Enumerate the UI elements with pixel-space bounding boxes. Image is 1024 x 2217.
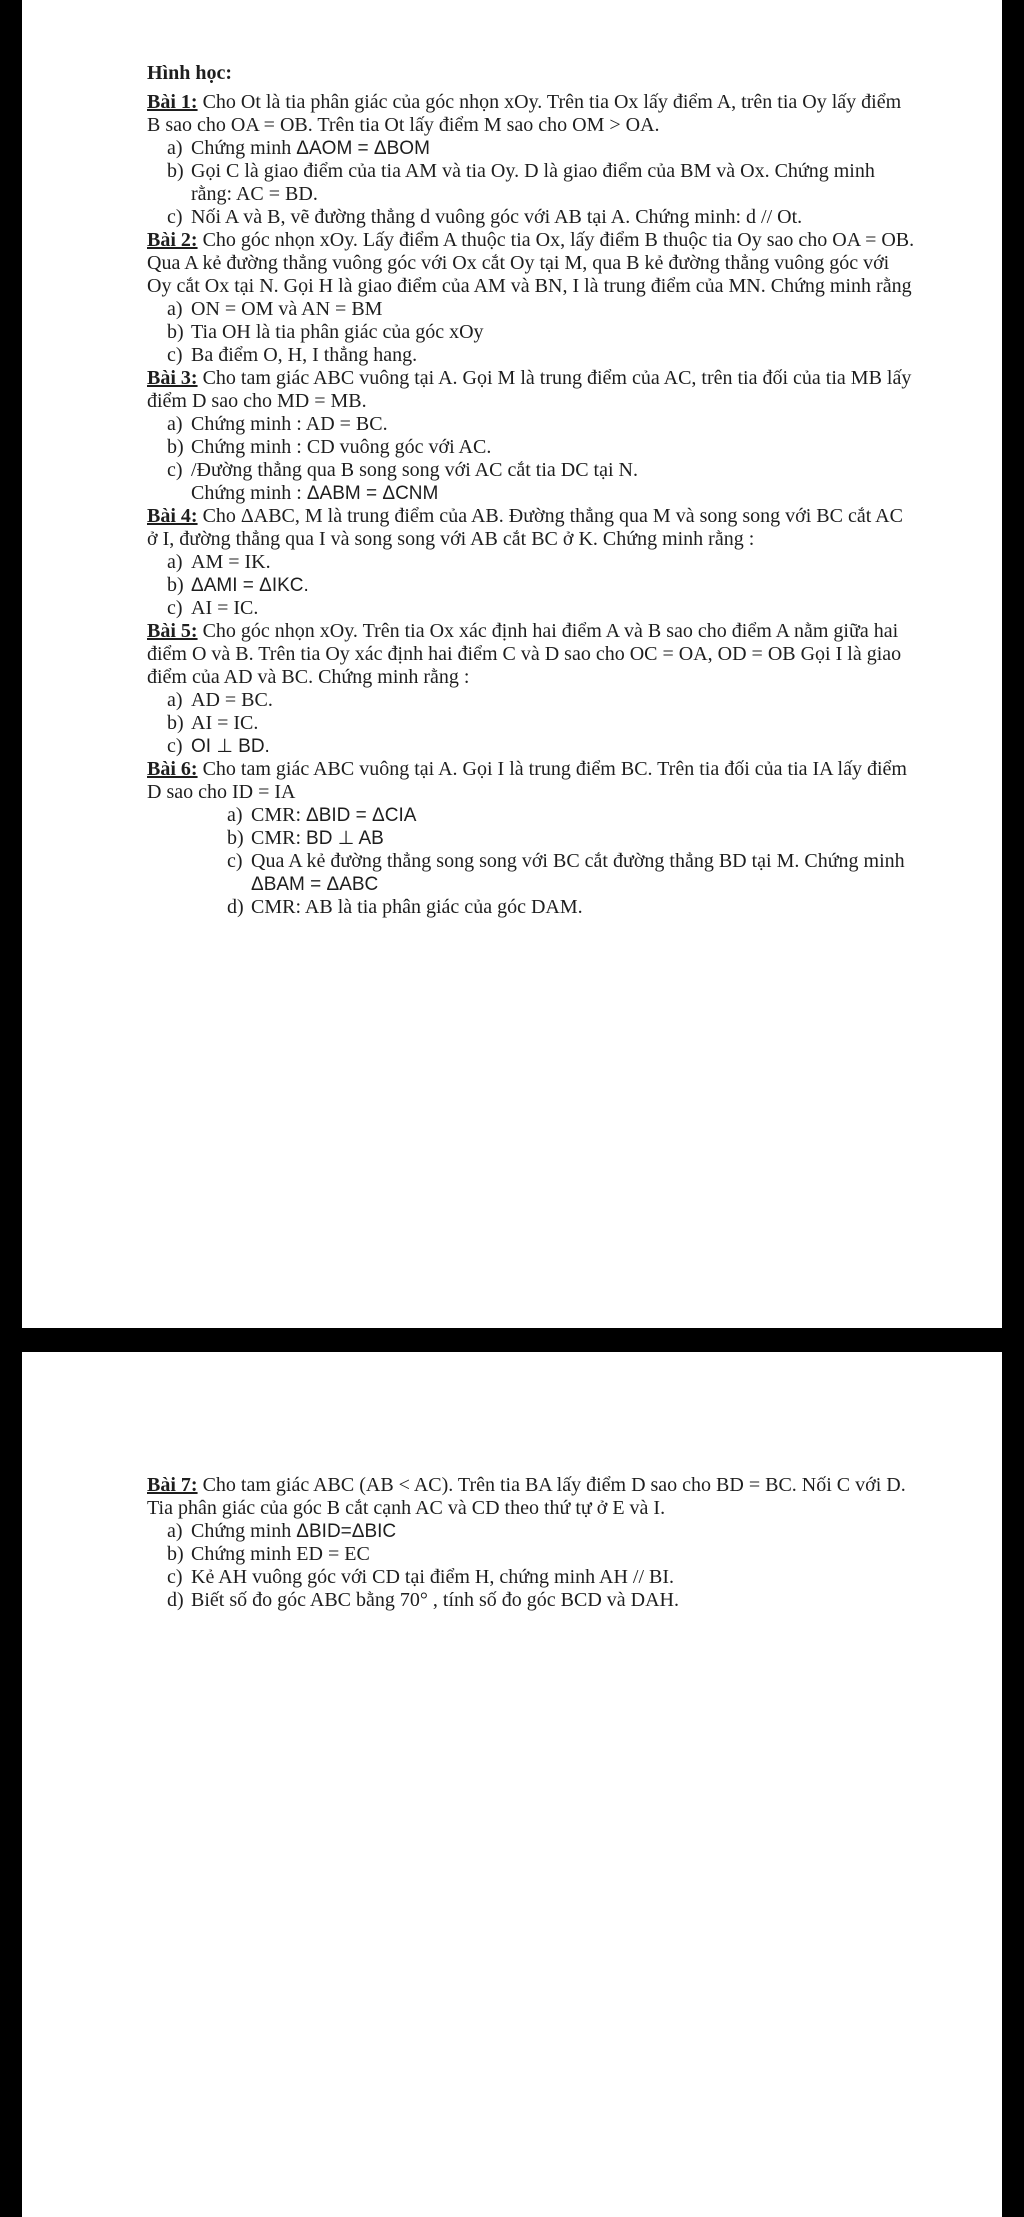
problem-4-intro: Cho ΔABC, M là trung điểm của AB. Đường thẳng qua M và song song với BC cắt AC ở I, đường thẳng qua I và song song với AB cắt BC ở K. Chứng minh rằng : (147, 505, 903, 550)
problem-4-statement (147, 505, 917, 551)
section-heading: Hình học: (147, 62, 233, 84)
item-text: AD = BC. (191, 689, 273, 711)
problem-4-title: Bài 4: (147, 505, 198, 527)
problem-3 (147, 367, 917, 505)
problem-1-item-a (167, 137, 917, 160)
item-label: b) (167, 712, 184, 734)
problem-5-item-b (167, 712, 917, 735)
item-text: Nối A và B, vẽ đường thẳng d vuông góc với AB tại A. Chứng minh: d // Ot. (191, 206, 803, 228)
item-label: c) (167, 597, 183, 619)
item-text: AI = IC. (191, 597, 259, 619)
item-label: b) (167, 1543, 184, 1565)
problem-2-title: Bài 2: (147, 229, 198, 251)
item-label: d) (227, 896, 244, 918)
item-text: Ba điểm O, H, I thẳng hang. (191, 344, 418, 366)
problem-6 (147, 758, 917, 919)
item-text: Chứng minh : AD = BC. (191, 413, 388, 435)
problem-2-item-b (167, 321, 917, 344)
item-text: Kẻ AH vuông góc với CD tại điểm H, chứng minh AH // BI. (191, 1566, 675, 1588)
problem-6-item-b (227, 827, 917, 850)
item-label: a) (167, 298, 183, 320)
item-text: Biết số đo góc ABC bằng 70° , tính số đo góc BCD và DAH. (191, 1589, 679, 1611)
item-label: b) (167, 574, 184, 596)
problem-2-statement (147, 229, 917, 298)
item-label: a) (167, 689, 183, 711)
problem-2-item-a (167, 298, 917, 321)
problem-5-item-c (167, 735, 917, 758)
problem-1-item-c (167, 206, 917, 229)
item-label: c) (167, 459, 183, 481)
item-label: c) (167, 344, 183, 366)
document-page-1 (22, 0, 1002, 1328)
problem-6-item-a (227, 804, 917, 827)
problem-7-title: Bài 7: (147, 1474, 198, 1496)
document-page-2 (22, 1352, 1002, 2217)
problem-4-item-c (167, 597, 917, 620)
item-text: Qua A kẻ đường thẳng song song với BC cắt đường thẳng BD tại M. Chứng minh (251, 850, 905, 872)
item-label: d) (167, 1589, 184, 1611)
item-text: Tia OH là tia phân giác của góc xOy (191, 321, 484, 343)
problem-7-item-a (167, 1520, 917, 1543)
item-math: ΔBAM = ΔABC (251, 874, 379, 895)
item-math: ΔAMI = ΔIKC. (191, 575, 309, 596)
item-text: CMR: (251, 827, 307, 849)
problem-7-item-d (167, 1589, 917, 1612)
problem-6-statement (147, 758, 917, 804)
item-label: a) (167, 1520, 183, 1542)
item-text: CMR: (251, 804, 307, 826)
item-label: b) (167, 436, 184, 458)
problem-1 (147, 91, 917, 229)
item-text: AI = IC. (191, 712, 259, 734)
page-2-content (147, 1474, 917, 1612)
problem-5-title: Bài 5: (147, 620, 198, 642)
problem-1-title: Bài 1: (147, 91, 198, 113)
problem-7-item-b (167, 1543, 917, 1566)
problem-7-intro: Cho tam giác ABC (AB < AC). Trên tia BA lấy điểm D sao cho BD = BC. Nối C với D. Tia phân giác của góc B cắt cạnh AC và CD theo thứ tự ở E và I. (147, 1474, 906, 1519)
problem-6-item-c (227, 850, 917, 896)
item-math: ΔAOM = ΔBOM (296, 138, 430, 159)
item-label: a) (167, 413, 183, 435)
problem-7-item-c (167, 1566, 917, 1589)
item-label: b) (167, 160, 184, 182)
problem-4 (147, 505, 917, 620)
item-math: OI ⊥ BD. (191, 736, 270, 757)
problem-5 (147, 620, 917, 758)
item-text: /Đường thẳng qua B song song với AC cắt tia DC tại N. (191, 459, 638, 481)
item-text: Chứng minh (191, 1520, 297, 1542)
item-label: c) (167, 1566, 183, 1588)
item-math: ΔBID=ΔBIC (296, 1521, 397, 1542)
item-label: a) (167, 551, 183, 573)
problem-6-title: Bài 6: (147, 758, 198, 780)
problem-1-statement (147, 91, 917, 137)
item-text: AM = IK. (191, 551, 271, 573)
problem-5-statement (147, 620, 917, 689)
page-1-content (147, 62, 917, 919)
problem-6-intro: Cho tam giác ABC vuông tại A. Gọi I là trung điểm BC. Trên tia đối của tia IA lấy điểm D sao cho ID = IA (147, 758, 907, 803)
problem-2 (147, 229, 917, 367)
item-label: c) (167, 206, 183, 228)
problem-3-intro: Cho tam giác ABC vuông tại A. Gọi M là trung điểm của AC, trên tia đối của tia MB lấy điểm D sao cho MD = MB. (147, 367, 912, 412)
item-label: a) (167, 137, 183, 159)
item-text: Chứng minh ED = EC (191, 1543, 370, 1565)
item-label: b) (227, 827, 244, 849)
problem-3-item-b (167, 436, 917, 459)
item-label: a) (227, 804, 243, 826)
item-math: ΔBID = ΔCIA (306, 805, 417, 826)
problem-7-statement (147, 1474, 917, 1520)
problem-2-intro: Cho góc nhọn xOy. Lấy điểm A thuộc tia Ox, lấy điểm B thuộc tia Oy sao cho OA = OB. Qua A kẻ đường thẳng vuông góc với Ox cắt Oy tại M, qua B kẻ đường thẳng vuông góc với Oy cắt Ox tại N. Gọi H là giao điểm của AM và BN, I là trung điểm của MN. Chứng minh rằng (147, 229, 915, 297)
problem-7 (147, 1474, 917, 1612)
item-label: b) (167, 321, 184, 343)
problem-2-item-c (167, 344, 917, 367)
problem-5-item-a (167, 689, 917, 712)
item-text: CMR: AB là tia phân giác của góc DAM. (251, 896, 583, 918)
problem-3-statement (147, 367, 917, 413)
problem-4-item-b (167, 574, 917, 597)
problem-3-title: Bài 3: (147, 367, 198, 389)
item-continuation (191, 482, 917, 505)
item-text: ON = OM và AN = BM (191, 298, 383, 320)
problem-4-item-a (167, 551, 917, 574)
problem-3-item-c (167, 459, 917, 505)
problem-1-item-b (167, 160, 917, 206)
problem-6-item-d (227, 896, 917, 919)
problem-5-intro: Cho góc nhọn xOy. Trên tia Ox xác định hai điểm A và B sao cho điểm A nằm giữa hai điểm O và B. Trên tia Oy xác định hai điểm C và D sao cho OC = OA, OD = OB Gọi I là giao điểm của AD và BC. Chứng minh rằng : (147, 620, 902, 688)
item-cont-text: Chứng minh : (191, 482, 307, 504)
item-math: ΔABM = ΔCNM (306, 483, 439, 504)
problem-3-item-a (167, 413, 917, 436)
item-label: c) (167, 735, 183, 757)
problem-1-intro: Cho Ot là tia phân giác của góc nhọn xOy. Trên tia Ox lấy điểm A, trên tia Oy lấy điểm B sao cho OA = OB. Trên tia Ot lấy điểm M sao cho OM > OA. (147, 91, 902, 136)
item-label: c) (227, 850, 243, 872)
item-text: Gọi C là giao điểm của tia AM và tia Oy. D là giao điểm của BM và Ox. Chứng minh rằng: AC = BD. (191, 160, 875, 205)
item-text: Chứng minh : CD vuông góc với AC. (191, 436, 492, 458)
item-math: BD ⊥ AB (306, 828, 384, 849)
item-text: Chứng minh (191, 137, 297, 159)
